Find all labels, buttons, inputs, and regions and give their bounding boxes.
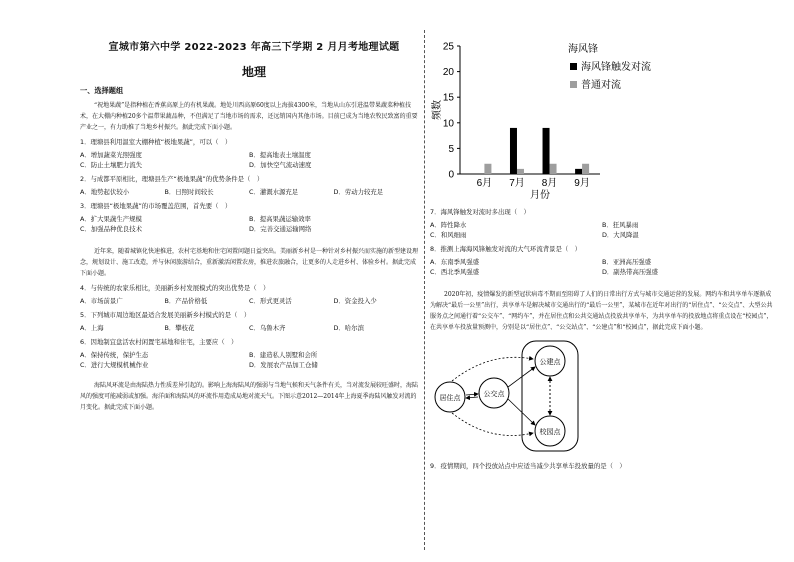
legend-swatch bbox=[570, 81, 577, 88]
answer-option[interactable]: B．提高地表土壤温度 bbox=[249, 151, 311, 159]
question-options bbox=[80, 187, 418, 197]
right-column bbox=[430, 38, 774, 471]
bar bbox=[575, 169, 582, 174]
answer-option[interactable]: D．副热带高压强盛 bbox=[602, 268, 659, 276]
bar bbox=[484, 164, 491, 174]
arrow bbox=[452, 413, 533, 436]
node-residence-label: 居住点 bbox=[439, 395, 461, 402]
node-public-building-label: 公建点 bbox=[539, 359, 561, 366]
passage-1: “祝地果蔬”是指种植在香蕉高原上的有机果蔬。地处川西高原60度以上海拔4300米，当地从山东引进温带果蔬菜种植技术，在大棚内种植20多个温带果蔬品种，不但满足了当地市场的需求，还远销国内其他市场。目前已成为当地农牧民致富的重要产业之一，有力助推了当地乡村振兴。据此完成下面小题。 bbox=[80, 102, 418, 131]
question-options bbox=[80, 323, 418, 333]
question-options bbox=[430, 257, 774, 277]
y-tick-label: 10 bbox=[442, 118, 454, 130]
answer-option[interactable]: B．产品价格低 bbox=[164, 297, 208, 305]
x-axis-label: 月份 bbox=[530, 190, 550, 201]
y-tick-label: 20 bbox=[442, 67, 454, 79]
answer-option[interactable]: A．东南季风强盛 bbox=[430, 258, 480, 266]
x-tick-label: 7月 bbox=[509, 178, 525, 189]
chart-svg bbox=[430, 38, 774, 203]
question-options bbox=[80, 150, 418, 170]
question-stem: 6．因地制宜盘活农村闲置宅基地和住宅，主要应（ ） bbox=[80, 338, 238, 346]
answer-option[interactable]: A．增加蔬菜光照强度 bbox=[80, 151, 142, 159]
passage-2: 近年来，随着城镇化快速推进，农村宅基地和住宅闲置问题日益突出。美丽新乡村是一种针对乡村振兴而实施的新型建设理念，规划设计、施工改造，并与休闲旅游结合，重新激活闲置农房，推进农旅融合，让更多的人走进乡村、体验乡村。据此完成下面小题。 bbox=[80, 248, 419, 277]
y-tick-label: 0 bbox=[448, 169, 454, 181]
section-heading: 一、选择题组 bbox=[80, 86, 124, 95]
bar-chart bbox=[430, 38, 774, 203]
answer-option[interactable]: A．保持传统，保护生态 bbox=[80, 351, 149, 359]
passage-3: 海陆风环流是由海陆热力性质差异引起的。影响上海海陆风的强弱与当地气候和天气条件有关，当对流发展较旺盛时，海陆风的强度可能减弱或加强。海洋面和海陆风的环流作用造成局地对流天气。下图示意2012—2014年上海夏季海陆风触发对流的月变化。据此完成下面小题。 bbox=[80, 382, 419, 411]
answer-option[interactable]: C．加强品种优良技术 bbox=[80, 225, 142, 233]
y-tick-label: 5 bbox=[448, 143, 454, 155]
legend-label: 海风锋触发对流 bbox=[581, 62, 651, 73]
question-options bbox=[80, 296, 418, 306]
left-column bbox=[80, 38, 418, 413]
passage-4: 2020年初，疫情爆发的新型冠状病毒不期而至阻碍了人们的日常出行方式与城市交通运营的发展。网约车和共享单车逐渐成为解决“最后一公里”出行，共享单车是解决城市交通出行的“最后一公里”，某城市在近年对出行的“居住点”、“公交点”、大型公共服务点之间通行着“公交车”、“网约车”，并在居住点和公共交通站点投放共享单车，为共享单车的投放地点将重点设在“校园点”，在共享单车投放量预测中，分别是以“居住点”、“公交站点”、“公建点”和“校园点”，据此完成下面小题。 bbox=[430, 291, 773, 331]
arrow bbox=[466, 397, 478, 398]
y-tick-label: 25 bbox=[442, 41, 454, 53]
answer-option[interactable]: D．劳动力较充足 bbox=[333, 188, 384, 196]
answer-option[interactable]: C．形式更灵活 bbox=[249, 297, 292, 305]
y-axis-label: 频数 bbox=[432, 100, 443, 120]
answer-option[interactable]: D．发展农产品加工仓储 bbox=[249, 361, 318, 369]
question-stem: 8．推测上海海风锋触发对流的大气环流背景是（ ） bbox=[430, 245, 582, 253]
answer-option[interactable]: A．地势起伏较小 bbox=[80, 188, 130, 196]
legend-title: 海风锋 bbox=[568, 44, 598, 55]
bar bbox=[510, 128, 517, 174]
column-divider bbox=[424, 30, 425, 550]
question-options bbox=[80, 214, 418, 234]
x-tick-label: 9月 bbox=[574, 178, 590, 189]
answer-option[interactable]: A．扩大果蔬生产规模 bbox=[80, 215, 142, 223]
question-group-1 bbox=[80, 138, 418, 234]
bar bbox=[543, 128, 550, 174]
node-campus-label: 校园点 bbox=[539, 429, 561, 436]
node-bus-stop-label: 公交点 bbox=[483, 391, 505, 398]
answer-option[interactable]: C．乌鲁木齐 bbox=[249, 324, 286, 332]
exam-title: 宣城市第六中学 2022-2023 年高三下学期 2 月月考地理试题 bbox=[108, 42, 400, 53]
answer-option[interactable]: C．防止土壤肥力流失 bbox=[80, 161, 142, 169]
y-tick-label: 15 bbox=[442, 92, 454, 104]
answer-option[interactable]: D．完善交通运输网络 bbox=[249, 225, 312, 233]
question-stem: 4．与传统的农家乐相比，美丽新乡村发展模式的突出优势是（ ） bbox=[80, 284, 270, 292]
answer-option[interactable]: B．攀枝花 bbox=[164, 324, 195, 332]
arrow bbox=[466, 394, 478, 395]
answer-option[interactable]: C．进行大规模机械作业 bbox=[80, 361, 149, 369]
question-stem: 5．下列城市周边地区最适合发展美丽新乡村模式的是（ ） bbox=[80, 311, 251, 319]
subject-title: 地理 bbox=[241, 65, 266, 79]
question-stem: 7．海风锋触发对流时多出现（ ） bbox=[430, 208, 530, 216]
diagram-svg bbox=[430, 337, 774, 457]
answer-option[interactable]: D．大风降温 bbox=[602, 231, 639, 239]
question-options bbox=[80, 350, 418, 370]
question-options bbox=[430, 220, 774, 240]
answer-option[interactable]: C．西北季风强盛 bbox=[430, 268, 480, 276]
answer-option[interactable]: D．加快空气流动速度 bbox=[249, 161, 312, 169]
x-tick-label: 8月 bbox=[541, 178, 558, 189]
answer-option[interactable]: B．狂风暴雨 bbox=[602, 221, 639, 229]
bar bbox=[550, 164, 557, 174]
question-group-3 bbox=[430, 208, 774, 277]
answer-option[interactable]: D．哈尔滨 bbox=[333, 324, 364, 332]
question-stem: 3．理塘县“极地果蔬”的市场覆盖范围，首先要（ ） bbox=[80, 202, 232, 210]
question-group-2 bbox=[80, 284, 418, 370]
flow-diagram bbox=[430, 337, 774, 457]
x-tick-label: 6月 bbox=[476, 178, 493, 189]
answer-option[interactable]: B．提高果蔬运输效率 bbox=[249, 215, 311, 223]
answer-option[interactable]: B．亚洲高压强盛 bbox=[602, 258, 652, 266]
answer-option[interactable]: D．资金投入少 bbox=[333, 297, 377, 305]
answer-option[interactable]: B．建造私人别墅和会所 bbox=[249, 351, 318, 359]
legend-label: 普通对流 bbox=[581, 80, 621, 91]
bar bbox=[517, 169, 524, 174]
question-9: 9．疫情期间，四个投放站点中应适当减少共享单车投放量的是（ ） bbox=[430, 462, 626, 470]
answer-option[interactable]: A．上海 bbox=[80, 324, 104, 332]
answer-option[interactable]: C．灌溉水源充足 bbox=[249, 188, 299, 196]
answer-option[interactable]: B．日照时间较长 bbox=[164, 188, 214, 196]
question-stem: 2．与成都平原相比，理塘县生产“极地果蔬”的优势条件是（ ） bbox=[80, 175, 264, 183]
answer-option[interactable]: A．阵性降水 bbox=[430, 221, 467, 229]
answer-option[interactable]: C．和风细雨 bbox=[430, 231, 467, 239]
bar bbox=[582, 164, 589, 174]
legend-swatch bbox=[570, 63, 577, 70]
question-stem: 1．理塘县利用温室大棚种植“极地果蔬”，可以（ ） bbox=[80, 138, 232, 146]
answer-option[interactable]: A．市场前景广 bbox=[80, 297, 123, 305]
